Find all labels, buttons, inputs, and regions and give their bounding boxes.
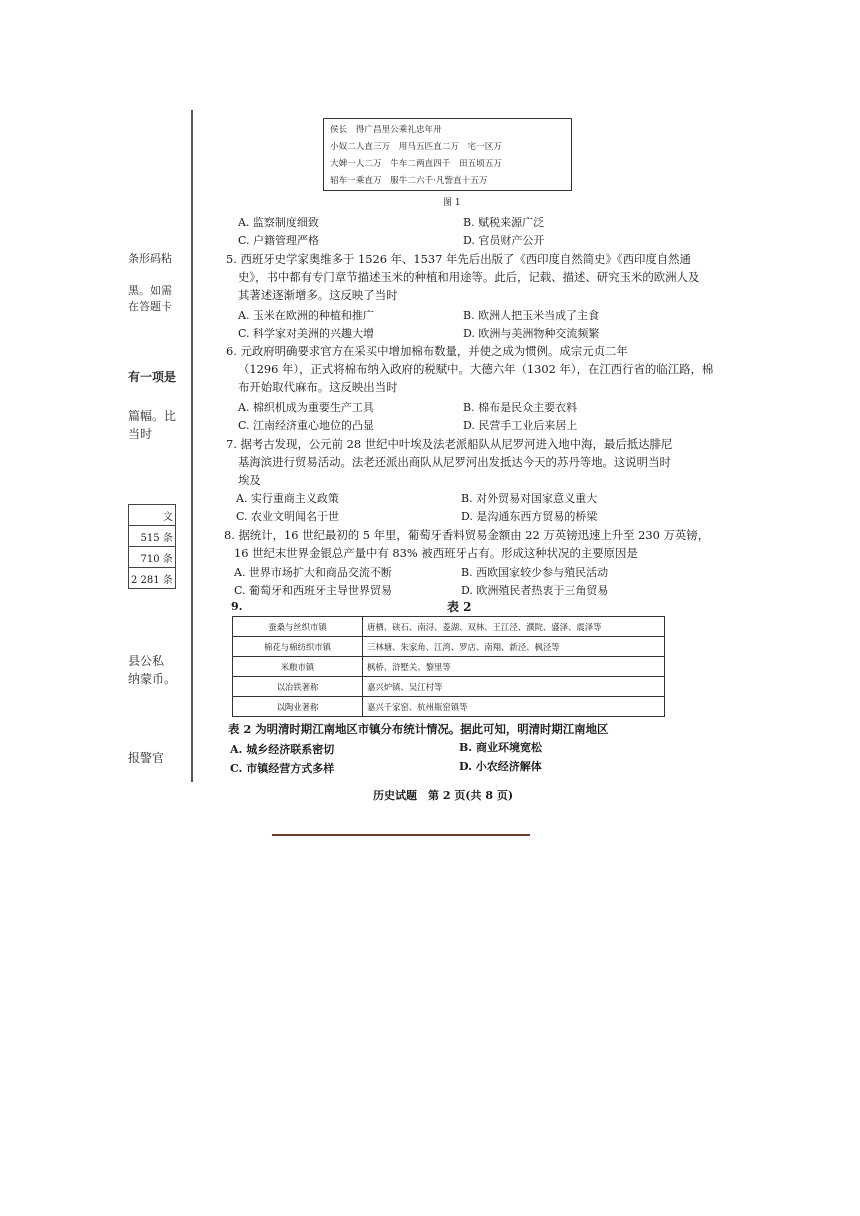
table-cell-towns: 嘉兴千家窑、杭州瓶窑镇等 (363, 697, 665, 717)
q8-line: 16 世纪末世界金银总产量中有 83% 被西班牙占有。形成这种状况的主要原因是 (234, 546, 638, 560)
previous-page-strip (0, 0, 196, 800)
q7-line: 埃及 (238, 473, 261, 487)
q6-option-b: B. 棉布是民众主要衣料 (463, 401, 578, 414)
strip-fragment: 当时 (128, 427, 153, 441)
table-cell-category: 以陶业著称 (233, 697, 363, 717)
q8-option-d: D. 欧洲殖民者热衷于三角贸易 (461, 584, 609, 597)
strip-table (128, 504, 176, 589)
q6-option-c: C. 江南经济重心地位的凸显 (238, 419, 375, 432)
q7-option-d: D. 是沟通东西方贸易的桥梁 (461, 510, 598, 523)
q5-option-d: D. 欧洲与美洲物种交流频繁 (463, 327, 600, 340)
q8-option-c: C. 葡萄牙和西班牙主导世界贸易 (234, 584, 393, 597)
q5-line: 史》，书中都有专门章节描述玉米的种植和用途等。此后，记载、描述、研究玉米的欧洲人及 (238, 270, 700, 284)
q5-option-a: A. 玉米在欧洲的种植和推广 (238, 309, 374, 322)
table-row (233, 637, 665, 657)
table-row (233, 697, 665, 717)
q9-option-a: A. 城乡经济联系密切 (230, 743, 335, 756)
strip-fragment: 县公私 (128, 654, 165, 668)
q8-option-b: B. 西欧国家较少参与殖民活动 (461, 566, 609, 579)
table-cell-towns: 嘉兴炉镇、吴江村等 (363, 677, 665, 697)
table-row (233, 657, 665, 677)
figure-caption: 图 1 (443, 198, 461, 208)
figure-line: 轺车一乘直万 服牛二六千·凡訾直十五万 (330, 176, 488, 186)
q4-option-d: D. 官员财产公开 (463, 234, 545, 247)
q7-option-b: B. 对外贸易对国家意义重大 (461, 492, 598, 505)
strip-fragment: 报警官 (128, 751, 165, 765)
q4-option-a: A. 监察制度细致 (238, 216, 319, 229)
q9-option-c: C. 市镇经营方式多样 (230, 762, 335, 775)
table-cell-category: 以冶铁著称 (233, 677, 363, 697)
q5-option-b: B. 欧洲人把玉米当成了主食 (463, 309, 600, 322)
q9-option-d: D. 小农经济解体 (459, 760, 542, 773)
q8-option-a: A. 世界市场扩大和商品交流不断 (234, 566, 392, 579)
figure-1-box (323, 118, 572, 191)
strip-fragment: 纳蒙币。 (128, 672, 177, 686)
table-row (233, 677, 665, 697)
q5-option-c: C. 科学家对美洲的兴趣大增 (238, 327, 375, 340)
page-fold-line (191, 110, 193, 782)
figure-line: 侯长 得广昌里公乘礼忠年卅 (330, 125, 442, 135)
q9-option-b: B. 商业环境宽松 (459, 741, 542, 754)
table-cell-category: 蚕桑与丝织市镇 (233, 617, 363, 637)
strip-table-cell: 710 条 (129, 547, 176, 568)
q7-line: 基海滨进行贸易活动。法老还派出商队从尼罗河出发抵达今天的苏丹等地。这说明当时 (238, 455, 671, 469)
strip-table-cell: 2 281 条 (129, 568, 176, 589)
table-2-title: 表 2 (447, 600, 472, 614)
page-footer: 历史试题 第 2 页(共 8 页) (373, 789, 514, 802)
q6-line: 布开始取代麻布。这反映出当时 (238, 380, 398, 394)
q6-line: （1296 年），正式将棉布纳入政府的税赋中。大德六年（1302 年），在江西行省的临江路，棉 (238, 362, 714, 376)
table-2 (232, 616, 665, 717)
q5-line: 其著述逐渐增多。这反映了当时 (238, 288, 398, 302)
table-cell-category: 米粮市镇 (233, 657, 363, 677)
figure-line: 小奴二人直三万 用马五匹直二万 宅一区万 (330, 142, 502, 152)
table-row (233, 617, 665, 637)
bottom-rule (272, 834, 530, 836)
q5-line: 5. 西班牙史学家奥维多于 1526 年、1537 年先后出版了《西印度自然简史》《西印度自然通 (226, 252, 691, 266)
q7-option-a: A. 实行重商主义政策 (236, 492, 339, 505)
table-cell-towns: 枫桥、浒墅关、黎里等 (363, 657, 665, 677)
strip-fragment: 黑。如需 (128, 284, 172, 297)
figure-line: 大婢一人二万 牛车二两直四千 田五顷五万 (330, 159, 502, 169)
q6-option-a: A. 棉织机成为重要生产工具 (238, 401, 374, 414)
table-cell-towns: 三林塘、朱家角、江湾、罗店、南翔、新泾、枫泾等 (363, 637, 665, 657)
table-cell-category: 棉花与棉纺织市镇 (233, 637, 363, 657)
q7-line: 7. 据考古发现，公元前 28 世纪中叶埃及法老派船队从尼罗河进入地中海，最后抵达腓尼 (226, 437, 673, 451)
strip-fragment: 条形码粘 (128, 252, 172, 265)
q7-option-c: C. 农业文明闻名于世 (236, 510, 340, 523)
strip-table-cell: 515 条 (129, 526, 176, 547)
q6-option-d: D. 民营手工业后来居上 (463, 419, 578, 432)
strip-table-cell: 文 (129, 505, 176, 526)
table-cell-towns: 唐栖、硖石、南浔、菱湖、双林、王江泾、濮院、盛泽、震泽等 (363, 617, 665, 637)
strip-fragment: 有一项是 (128, 370, 177, 384)
q8-line: 8. 据统计，16 世纪最初的 5 年里，葡萄牙香料贸易金额由 22 万英镑迅速上升至 230 万英镑， (224, 528, 710, 542)
strip-fragment: 在答题卡 (128, 300, 172, 313)
q9-stem: 表 2 为明清时期江南地区市镇分布统计情况。据此可知，明清时期江南地区 (228, 722, 609, 736)
strip-fragment: 篇幅。比 (128, 409, 177, 423)
q6-line: 6. 元政府明确要求官方在采买中增加棉布数量，并使之成为惯例。成宗元贞二年 (226, 344, 628, 358)
q9-number: 9. (231, 600, 243, 613)
q4-option-c: C. 户籍管理严格 (238, 234, 320, 247)
q4-option-b: B. 赋税来源广泛 (463, 216, 545, 229)
